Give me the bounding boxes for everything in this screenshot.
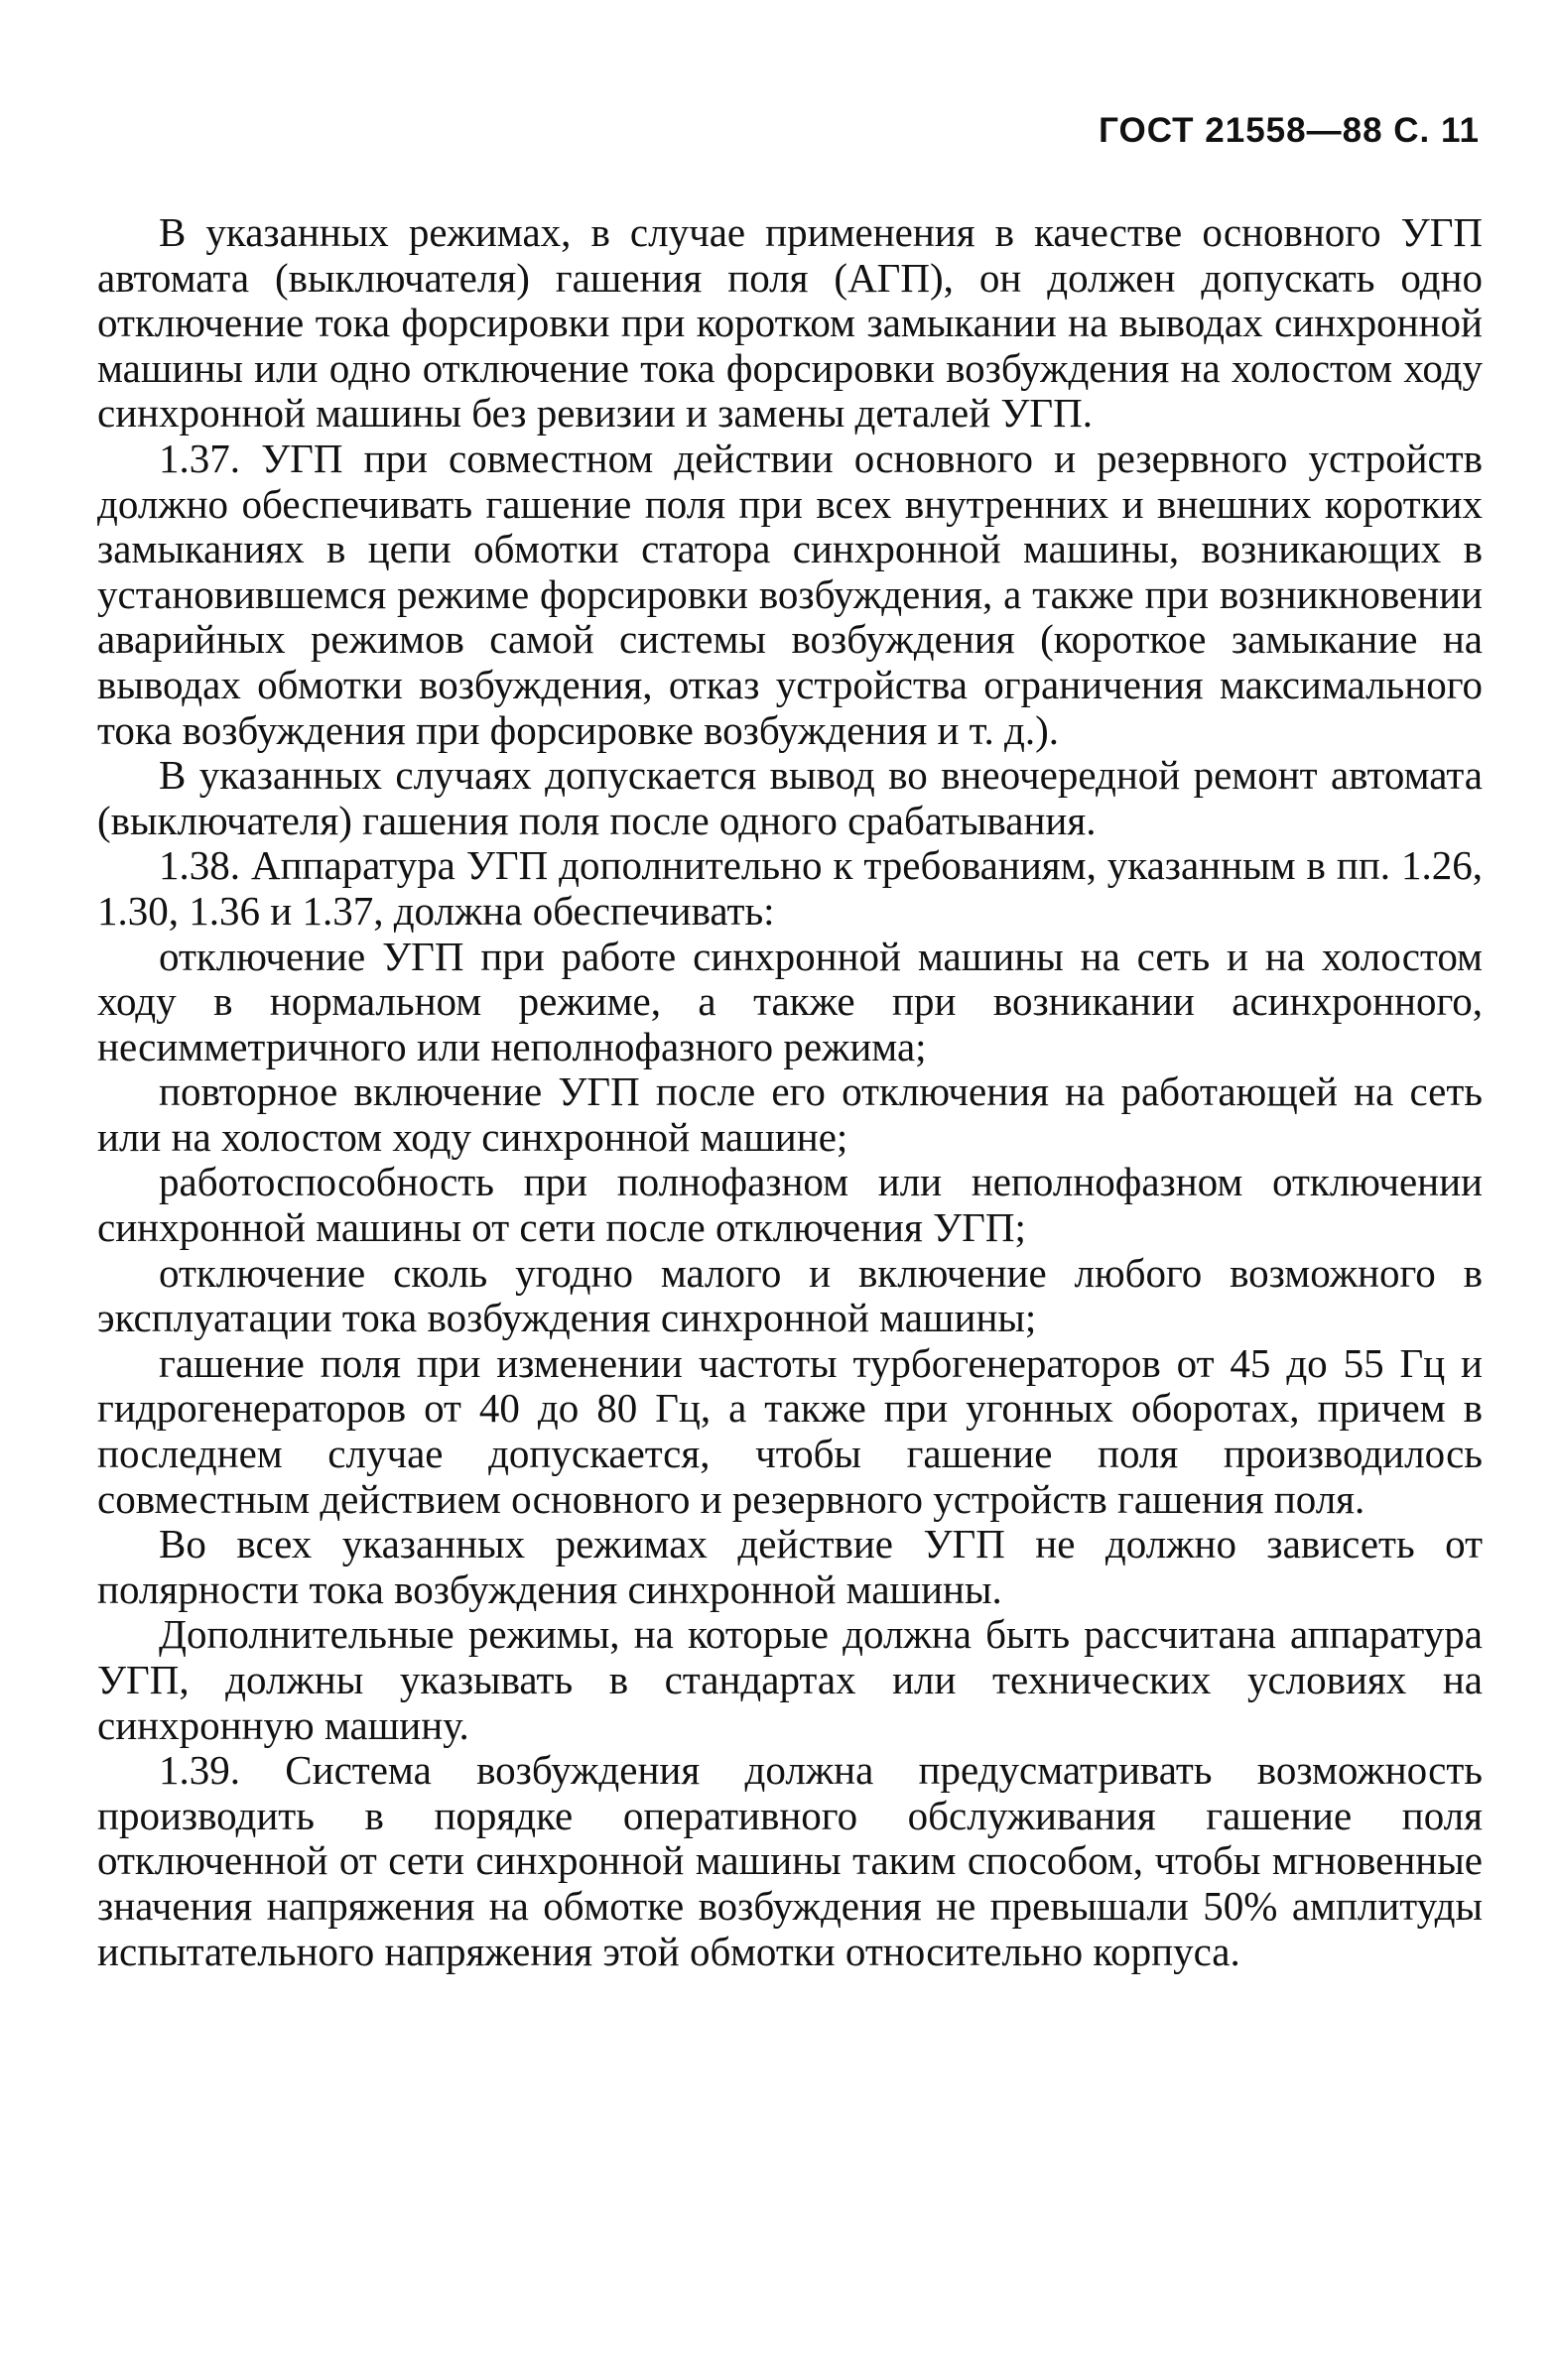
document-body <box>97 210 1483 1974</box>
paragraph-clause-1-39: 1.39. Система возбуждения должна предусматривать возможность производить в порядке оперативного обслуживания гашение поля отключенной от сети синхронной машины таким способом, чтобы мгновенные значения напряжения на обмотке возбуждения не превышали 50% амплитуды испытательного напряжения этой обмотки относительно корпуса. <box>97 1747 1483 1974</box>
paragraph-clause-1-38: 1.38. Аппаратура УГП дополнительно к требованиям, указанным в пп. 1.26, 1.30, 1.36 и 1.37, должна обеспечивать: <box>97 842 1483 934</box>
list-item-reconnection: повторное включение УГП после его отключения на работающей на сеть или на холостом ходу синхронной машине; <box>97 1068 1483 1160</box>
paragraph-additional-modes: Дополнительные режимы, на которые должна быть рассчитана аппаратура УГП, должны указывать в стандартах или технических условиях на синхронную машину. <box>97 1611 1483 1748</box>
paragraph-clause-1-37: 1.37. УГП при совместном действии основного и резервного устройств должно обеспечивать гашение поля при всех внутренних и внешних коротких замыканиях в цепи обмотки статора синхронной машины, возникающих в установившемся режиме форсировки возбуждения, а также при возникновении аварийных режимов самой системы возбуждения (короткое замыкание на выводах обмотки возбуждения, отказ устройства ограничения максимального тока возбуждения при форсировке возбуждения и т. д.). <box>97 435 1483 753</box>
paragraph-repair-permission: В указанных случаях допускается вывод во внеочередной ремонт автомата (выключателя) гашения поля после одного срабатывания. <box>97 752 1483 843</box>
running-header: ГОСТ 21558—88 С. 11 <box>1099 111 1480 150</box>
list-item-frequency-range: гашение поля при изменении частоты турбогенераторов от 45 до 55 Гц и гидрогенераторов от 40 до 80 Гц, а также при угонных оборотах, причем в последнем случае допускается, чтобы гашение поля производилось совместным действием основного и резервного устройств гашения поля. <box>97 1339 1483 1522</box>
paragraph-agp-requirements: В указанных режимах, в случае применения в качестве основного УГП автомата (выключателя) гашения поля (АГП), он должен допускать одно отключение тока форсировки при коротком замыкании на выводах синхронной машины или одно отключение тока форсировки возбуждения на холостом ходу синхронной машины без ревизии и замены деталей УГП. <box>97 209 1483 437</box>
list-item-current-switching: отключение сколь угодно малого и включение любого возможного в эксплуатации тока возбуждения синхронной машины; <box>97 1249 1483 1341</box>
list-item-operability: работоспособность при полнофазном или неполнофазном отключении синхронной машины от сети после отключения УГП; <box>97 1159 1483 1251</box>
paragraph-polarity: Во всех указанных режимах действие УГП не должно зависеть от полярности тока возбуждения синхронной машины. <box>97 1521 1483 1612</box>
list-item-disconnection: отключение УГП при работе синхронной машины на сеть и на холостом ходу в нормальном режиме, а также при возникании асинхронного, несимметричного или неполнофазного режима; <box>97 933 1483 1069</box>
